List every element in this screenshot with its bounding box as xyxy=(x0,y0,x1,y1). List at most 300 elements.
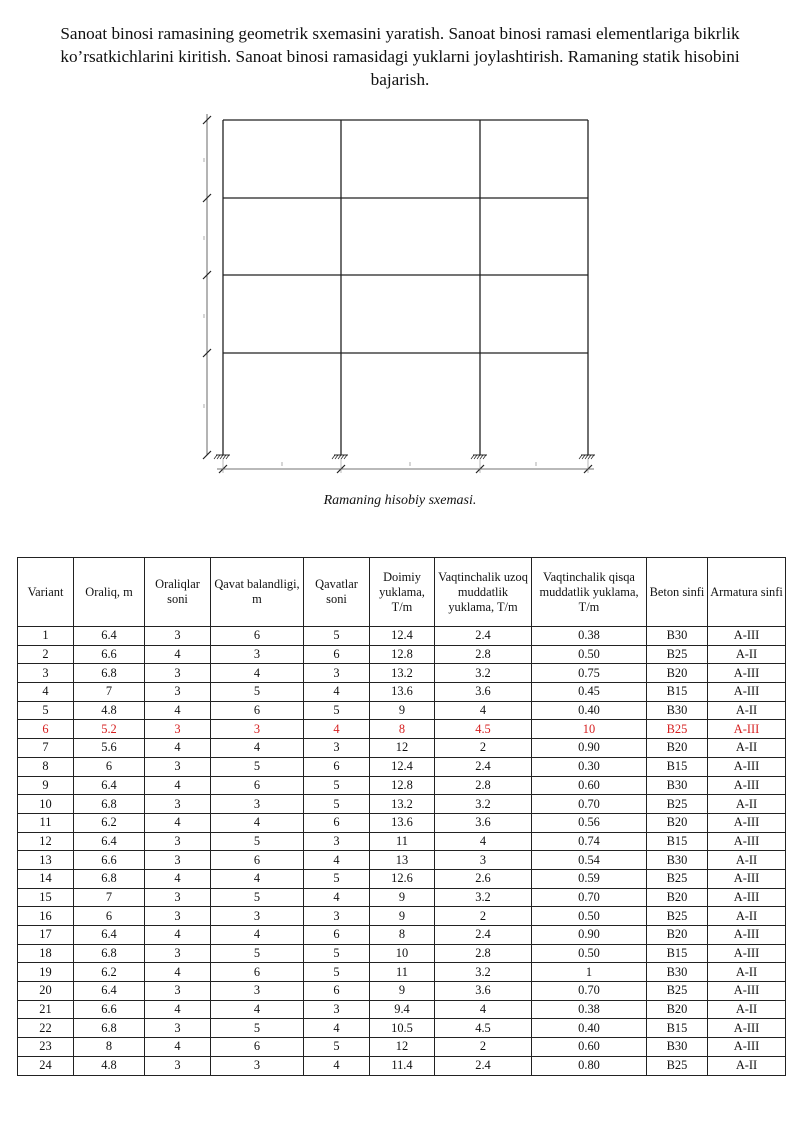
cell-concrete-class: B15 xyxy=(647,832,708,851)
cell-span: 6.8 xyxy=(74,664,145,683)
cell-dead-load: 13.6 xyxy=(370,683,435,702)
cell-span: 6.8 xyxy=(74,944,145,963)
table-row xyxy=(18,627,786,646)
table-row xyxy=(18,907,786,926)
cell-dead-load: 11 xyxy=(370,963,435,982)
cell-short-term-load: 0.38 xyxy=(532,1000,647,1019)
cell-span-count: 4 xyxy=(145,776,211,795)
cell-long-term-load: 2.8 xyxy=(435,645,532,664)
cell-dead-load: 13 xyxy=(370,851,435,870)
cell-long-term-load: 2.4 xyxy=(435,757,532,776)
table-row xyxy=(18,645,786,664)
cell-span-count: 4 xyxy=(145,813,211,832)
cell-variant: 10 xyxy=(18,795,74,814)
cell-floor-count: 6 xyxy=(304,926,370,945)
cell-short-term-load: 0.70 xyxy=(532,795,647,814)
header-concrete-class: Beton sinfi xyxy=(647,558,708,627)
cell-rebar-class: A-III xyxy=(708,720,786,739)
cell-rebar-class: A-III xyxy=(708,832,786,851)
table-row xyxy=(18,701,786,720)
cell-floor-height: 4 xyxy=(211,739,304,758)
support-hatch xyxy=(474,455,477,459)
cell-span: 6.6 xyxy=(74,851,145,870)
cell-concrete-class: B20 xyxy=(647,888,708,907)
cell-rebar-class: A-III xyxy=(708,627,786,646)
cell-span: 6.8 xyxy=(74,1019,145,1038)
table-row xyxy=(18,795,786,814)
cell-span: 6.8 xyxy=(74,795,145,814)
cell-concrete-class: B25 xyxy=(647,982,708,1001)
cell-floor-count: 4 xyxy=(304,1056,370,1075)
cell-span-count: 3 xyxy=(145,795,211,814)
cell-span-count: 3 xyxy=(145,1056,211,1075)
cell-span: 7 xyxy=(74,683,145,702)
cell-short-term-load: 0.60 xyxy=(532,776,647,795)
cell-floor-count: 5 xyxy=(304,627,370,646)
cell-span-count: 4 xyxy=(145,1000,211,1019)
table-row xyxy=(18,683,786,702)
cell-concrete-class: B20 xyxy=(647,1000,708,1019)
cell-span-count: 4 xyxy=(145,739,211,758)
table-row xyxy=(18,813,786,832)
cell-variant: 11 xyxy=(18,813,74,832)
cell-floor-count: 4 xyxy=(304,1019,370,1038)
cell-rebar-class: A-III xyxy=(708,757,786,776)
cell-concrete-class: B30 xyxy=(647,1038,708,1057)
cell-dead-load: 12.4 xyxy=(370,627,435,646)
cell-variant: 23 xyxy=(18,1038,74,1057)
cell-floor-height: 4 xyxy=(211,869,304,888)
table-row xyxy=(18,888,786,907)
cell-short-term-load: 0.70 xyxy=(532,888,647,907)
cell-floor-count: 6 xyxy=(304,757,370,776)
table-row xyxy=(18,982,786,1001)
cell-variant: 2 xyxy=(18,645,74,664)
table-row xyxy=(18,1000,786,1019)
table-body xyxy=(18,627,786,1076)
cell-floor-count: 6 xyxy=(304,645,370,664)
cell-span-count: 4 xyxy=(145,963,211,982)
table-row xyxy=(18,757,786,776)
cell-span: 6.6 xyxy=(74,645,145,664)
cell-long-term-load: 3.2 xyxy=(435,963,532,982)
cell-dead-load: 9 xyxy=(370,982,435,1001)
cell-rebar-class: A-III xyxy=(708,813,786,832)
cell-rebar-class: A-II xyxy=(708,1000,786,1019)
cell-concrete-class: B25 xyxy=(647,1056,708,1075)
figure-caption: Ramaning hisobiy sxemasi. xyxy=(323,493,477,508)
cell-floor-count: 5 xyxy=(304,701,370,720)
cell-span: 6.4 xyxy=(74,776,145,795)
support-hatch xyxy=(226,455,229,459)
cell-short-term-load: 0.38 xyxy=(532,627,647,646)
cell-variant: 13 xyxy=(18,851,74,870)
cell-floor-height: 6 xyxy=(211,776,304,795)
cell-dead-load: 9.4 xyxy=(370,1000,435,1019)
cell-floor-count: 3 xyxy=(304,739,370,758)
cell-variant: 17 xyxy=(18,926,74,945)
cell-long-term-load: 4 xyxy=(435,1000,532,1019)
cell-floor-height: 5 xyxy=(211,757,304,776)
cell-span-count: 3 xyxy=(145,683,211,702)
cell-dead-load: 12.4 xyxy=(370,757,435,776)
support-hatch xyxy=(591,455,594,459)
cell-concrete-class: B15 xyxy=(647,757,708,776)
cell-floor-height: 6 xyxy=(211,701,304,720)
cell-floor-count: 3 xyxy=(304,1000,370,1019)
cell-span-count: 3 xyxy=(145,907,211,926)
cell-span-count: 4 xyxy=(145,869,211,888)
cell-dead-load: 10 xyxy=(370,944,435,963)
cell-concrete-class: B25 xyxy=(647,869,708,888)
table-row xyxy=(18,720,786,739)
support-hatch xyxy=(220,455,223,459)
support-hatch xyxy=(344,455,347,459)
cell-long-term-load: 3.6 xyxy=(435,982,532,1001)
cell-dead-load: 11.4 xyxy=(370,1056,435,1075)
cell-span-count: 3 xyxy=(145,832,211,851)
cell-short-term-load: 10 xyxy=(532,720,647,739)
cell-rebar-class: A-III xyxy=(708,944,786,963)
cell-rebar-class: A-II xyxy=(708,739,786,758)
cell-long-term-load: 2 xyxy=(435,907,532,926)
cell-variant: 24 xyxy=(18,1056,74,1075)
cell-long-term-load: 3.2 xyxy=(435,888,532,907)
cell-floor-count: 6 xyxy=(304,982,370,1001)
cell-span: 6.2 xyxy=(74,813,145,832)
cell-short-term-load: 0.59 xyxy=(532,869,647,888)
cell-floor-height: 4 xyxy=(211,813,304,832)
cell-floor-height: 5 xyxy=(211,944,304,963)
cell-rebar-class: A-II xyxy=(708,851,786,870)
header-floor-height: Qavat balandligi, m xyxy=(211,558,304,627)
cell-concrete-class: B25 xyxy=(647,907,708,926)
cell-variant: 5 xyxy=(18,701,74,720)
cell-variant: 12 xyxy=(18,832,74,851)
cell-span-count: 3 xyxy=(145,982,211,1001)
table-row xyxy=(18,776,786,795)
table-row xyxy=(18,739,786,758)
cell-floor-height: 6 xyxy=(211,627,304,646)
cell-variant: 8 xyxy=(18,757,74,776)
cell-dead-load: 13.2 xyxy=(370,795,435,814)
table-row xyxy=(18,851,786,870)
cell-dead-load: 8 xyxy=(370,926,435,945)
cell-span-count: 4 xyxy=(145,701,211,720)
table-row xyxy=(18,944,786,963)
cell-rebar-class: A-III xyxy=(708,888,786,907)
cell-floor-count: 4 xyxy=(304,683,370,702)
cell-concrete-class: B30 xyxy=(647,627,708,646)
cell-rebar-class: A-II xyxy=(708,645,786,664)
cell-concrete-class: B25 xyxy=(647,720,708,739)
cell-floor-height: 4 xyxy=(211,664,304,683)
cell-short-term-load: 0.54 xyxy=(532,851,647,870)
cell-floor-count: 5 xyxy=(304,795,370,814)
header-dead-load: Doimiy yuklama, T/m xyxy=(370,558,435,627)
table-row xyxy=(18,1038,786,1057)
cell-span: 6.4 xyxy=(74,926,145,945)
cell-variant: 6 xyxy=(18,720,74,739)
cell-floor-height: 3 xyxy=(211,1056,304,1075)
cell-concrete-class: B20 xyxy=(647,739,708,758)
cell-short-term-load: 0.30 xyxy=(532,757,647,776)
cell-dead-load: 12 xyxy=(370,1038,435,1057)
cell-variant: 1 xyxy=(18,627,74,646)
cell-span-count: 3 xyxy=(145,757,211,776)
cell-dead-load: 10.5 xyxy=(370,1019,435,1038)
cell-floor-count: 3 xyxy=(304,907,370,926)
cell-concrete-class: B20 xyxy=(647,813,708,832)
cell-short-term-load: 0.50 xyxy=(532,645,647,664)
cell-long-term-load: 4 xyxy=(435,701,532,720)
cell-span: 6.4 xyxy=(74,982,145,1001)
cell-long-term-load: 3.2 xyxy=(435,795,532,814)
cell-concrete-class: B30 xyxy=(647,701,708,720)
cell-rebar-class: A-III xyxy=(708,776,786,795)
cell-floor-height: 4 xyxy=(211,926,304,945)
cell-rebar-class: A-III xyxy=(708,664,786,683)
cell-span-count: 3 xyxy=(145,1019,211,1038)
cell-rebar-class: A-III xyxy=(708,869,786,888)
table-header-row xyxy=(18,558,786,627)
cell-span: 5.6 xyxy=(74,739,145,758)
cell-concrete-class: B15 xyxy=(647,683,708,702)
cell-short-term-load: 0.90 xyxy=(532,926,647,945)
frame-scheme-drawing xyxy=(196,108,610,480)
frame-diagram xyxy=(196,108,610,480)
table-row xyxy=(18,869,786,888)
cell-long-term-load: 3.6 xyxy=(435,683,532,702)
cell-variant: 4 xyxy=(18,683,74,702)
cell-variant: 15 xyxy=(18,888,74,907)
cell-variant: 21 xyxy=(18,1000,74,1019)
cell-floor-height: 3 xyxy=(211,907,304,926)
cell-concrete-class: B20 xyxy=(647,664,708,683)
support-hatch xyxy=(477,455,480,459)
cell-short-term-load: 0.50 xyxy=(532,907,647,926)
cell-rebar-class: A-III xyxy=(708,1038,786,1057)
cell-short-term-load: 1 xyxy=(532,963,647,982)
support-hatch xyxy=(483,455,486,459)
cell-floor-count: 5 xyxy=(304,963,370,982)
cell-short-term-load: 0.50 xyxy=(532,944,647,963)
cell-variant: 16 xyxy=(18,907,74,926)
cell-variant: 9 xyxy=(18,776,74,795)
cell-long-term-load: 2.8 xyxy=(435,944,532,963)
support-hatch xyxy=(480,455,483,459)
cell-span: 4.8 xyxy=(74,701,145,720)
cell-span: 8 xyxy=(74,1038,145,1057)
cell-long-term-load: 4 xyxy=(435,832,532,851)
cell-short-term-load: 0.40 xyxy=(532,701,647,720)
cell-span: 7 xyxy=(74,888,145,907)
support-hatch xyxy=(585,455,588,459)
cell-floor-height: 3 xyxy=(211,720,304,739)
cell-variant: 19 xyxy=(18,963,74,982)
cell-floor-height: 5 xyxy=(211,832,304,851)
header-span-count: Oraliqlar soni xyxy=(145,558,211,627)
cell-rebar-class: A-III xyxy=(708,1019,786,1038)
cell-long-term-load: 4.5 xyxy=(435,720,532,739)
cell-concrete-class: B30 xyxy=(647,776,708,795)
cell-floor-count: 3 xyxy=(304,832,370,851)
cell-span-count: 4 xyxy=(145,645,211,664)
cell-span: 6 xyxy=(74,907,145,926)
cell-variant: 20 xyxy=(18,982,74,1001)
table-row xyxy=(18,832,786,851)
support-hatch xyxy=(217,455,220,459)
cell-variant: 18 xyxy=(18,944,74,963)
cell-short-term-load: 0.90 xyxy=(532,739,647,758)
cell-dead-load: 9 xyxy=(370,907,435,926)
cell-span-count: 4 xyxy=(145,1038,211,1057)
cell-span: 6.4 xyxy=(74,627,145,646)
cell-rebar-class: A-III xyxy=(708,926,786,945)
cell-dead-load: 13.6 xyxy=(370,813,435,832)
cell-span-count: 3 xyxy=(145,944,211,963)
cell-short-term-load: 0.74 xyxy=(532,832,647,851)
cell-long-term-load: 2.4 xyxy=(435,627,532,646)
support-hatch xyxy=(582,455,585,459)
cell-span-count: 3 xyxy=(145,627,211,646)
cell-rebar-class: A-III xyxy=(708,982,786,1001)
table-row xyxy=(18,664,786,683)
cell-floor-count: 5 xyxy=(304,869,370,888)
cell-span: 6.6 xyxy=(74,1000,145,1019)
cell-rebar-class: A-II xyxy=(708,795,786,814)
cell-short-term-load: 0.75 xyxy=(532,664,647,683)
cell-span: 5.2 xyxy=(74,720,145,739)
cell-floor-height: 5 xyxy=(211,683,304,702)
cell-dead-load: 12.8 xyxy=(370,776,435,795)
cell-concrete-class: B30 xyxy=(647,851,708,870)
table-row xyxy=(18,1056,786,1075)
cell-dead-load: 8 xyxy=(370,720,435,739)
cell-floor-count: 6 xyxy=(304,813,370,832)
cell-floor-count: 4 xyxy=(304,720,370,739)
cell-variant: 14 xyxy=(18,869,74,888)
variants-table xyxy=(17,557,786,1076)
cell-concrete-class: B20 xyxy=(647,926,708,945)
cell-span-count: 3 xyxy=(145,720,211,739)
cell-span-count: 3 xyxy=(145,888,211,907)
cell-rebar-class: A-II xyxy=(708,701,786,720)
cell-variant: 3 xyxy=(18,664,74,683)
cell-variant: 22 xyxy=(18,1019,74,1038)
support-hatch xyxy=(471,455,474,459)
cell-dead-load: 11 xyxy=(370,832,435,851)
cell-long-term-load: 2 xyxy=(435,739,532,758)
header-short-term-load: Vaqtinchalik qisqa muddatlik yuklama, T/m xyxy=(532,558,647,627)
header-rebar-class: Armatura sinfi xyxy=(708,558,786,627)
support-hatch xyxy=(579,455,582,459)
cell-concrete-class: B25 xyxy=(647,795,708,814)
table-row xyxy=(18,963,786,982)
cell-floor-height: 6 xyxy=(211,963,304,982)
support-hatch xyxy=(588,455,591,459)
cell-dead-load: 9 xyxy=(370,888,435,907)
cell-rebar-class: A-III xyxy=(708,683,786,702)
cell-concrete-class: B15 xyxy=(647,944,708,963)
cell-floor-height: 5 xyxy=(211,1019,304,1038)
header-floor-count: Qavatlar soni xyxy=(304,558,370,627)
cell-rebar-class: A-II xyxy=(708,1056,786,1075)
support-hatch xyxy=(214,455,217,459)
cell-short-term-load: 0.40 xyxy=(532,1019,647,1038)
cell-span-count: 3 xyxy=(145,664,211,683)
support-hatch xyxy=(332,455,335,459)
cell-floor-count: 3 xyxy=(304,664,370,683)
cell-short-term-load: 0.60 xyxy=(532,1038,647,1057)
table-row xyxy=(18,926,786,945)
cell-short-term-load: 0.80 xyxy=(532,1056,647,1075)
cell-long-term-load: 2.8 xyxy=(435,776,532,795)
cell-floor-count: 4 xyxy=(304,851,370,870)
cell-floor-height: 6 xyxy=(211,851,304,870)
cell-span: 6.2 xyxy=(74,963,145,982)
cell-dead-load: 12 xyxy=(370,739,435,758)
cell-floor-height: 6 xyxy=(211,1038,304,1057)
cell-span-count: 3 xyxy=(145,851,211,870)
cell-short-term-load: 0.70 xyxy=(532,982,647,1001)
cell-span: 4.8 xyxy=(74,1056,145,1075)
cell-dead-load: 9 xyxy=(370,701,435,720)
cell-floor-count: 5 xyxy=(304,1038,370,1057)
cell-dead-load: 12.6 xyxy=(370,869,435,888)
cell-floor-height: 5 xyxy=(211,888,304,907)
cell-floor-height: 3 xyxy=(211,645,304,664)
cell-floor-height: 3 xyxy=(211,982,304,1001)
cell-span-count: 4 xyxy=(145,926,211,945)
cell-floor-height: 3 xyxy=(211,795,304,814)
cell-dead-load: 12.8 xyxy=(370,645,435,664)
support-hatch xyxy=(338,455,341,459)
cell-long-term-load: 2.4 xyxy=(435,926,532,945)
cell-short-term-load: 0.45 xyxy=(532,683,647,702)
cell-long-term-load: 2.6 xyxy=(435,869,532,888)
cell-long-term-load: 3 xyxy=(435,851,532,870)
header-variant: Variant xyxy=(18,558,74,627)
support-hatch xyxy=(341,455,344,459)
support-hatch xyxy=(223,455,226,459)
cell-floor-count: 5 xyxy=(304,776,370,795)
cell-floor-count: 4 xyxy=(304,888,370,907)
cell-variant: 7 xyxy=(18,739,74,758)
cell-long-term-load: 3.6 xyxy=(435,813,532,832)
cell-long-term-load: 4.5 xyxy=(435,1019,532,1038)
cell-span: 6 xyxy=(74,757,145,776)
header-long-term-load: Vaqtinchalik uzoq muddatlik yuklama, T/m xyxy=(435,558,532,627)
cell-floor-count: 5 xyxy=(304,944,370,963)
cell-concrete-class: B25 xyxy=(647,645,708,664)
cell-long-term-load: 2 xyxy=(435,1038,532,1057)
table-row xyxy=(18,1019,786,1038)
cell-span: 6.4 xyxy=(74,832,145,851)
cell-rebar-class: A-II xyxy=(708,907,786,926)
page-title: Sanoat binosi ramasining geometrik sxemasini yaratish. Sanoat binosi ramasi elementlariga bikrlik ko’rsatkichlarini kiritish. Sanoat binosi ramasidagi yuklarni joylashtirish. Ramaning statik hisobini bajarish. xyxy=(60,24,740,89)
cell-rebar-class: A-II xyxy=(708,963,786,982)
cell-long-term-load: 2.4 xyxy=(435,1056,532,1075)
cell-concrete-class: B30 xyxy=(647,963,708,982)
cell-concrete-class: B15 xyxy=(647,1019,708,1038)
cell-dead-load: 13.2 xyxy=(370,664,435,683)
cell-span: 6.8 xyxy=(74,869,145,888)
cell-long-term-load: 3.2 xyxy=(435,664,532,683)
cell-short-term-load: 0.56 xyxy=(532,813,647,832)
support-hatch xyxy=(335,455,338,459)
cell-floor-height: 4 xyxy=(211,1000,304,1019)
